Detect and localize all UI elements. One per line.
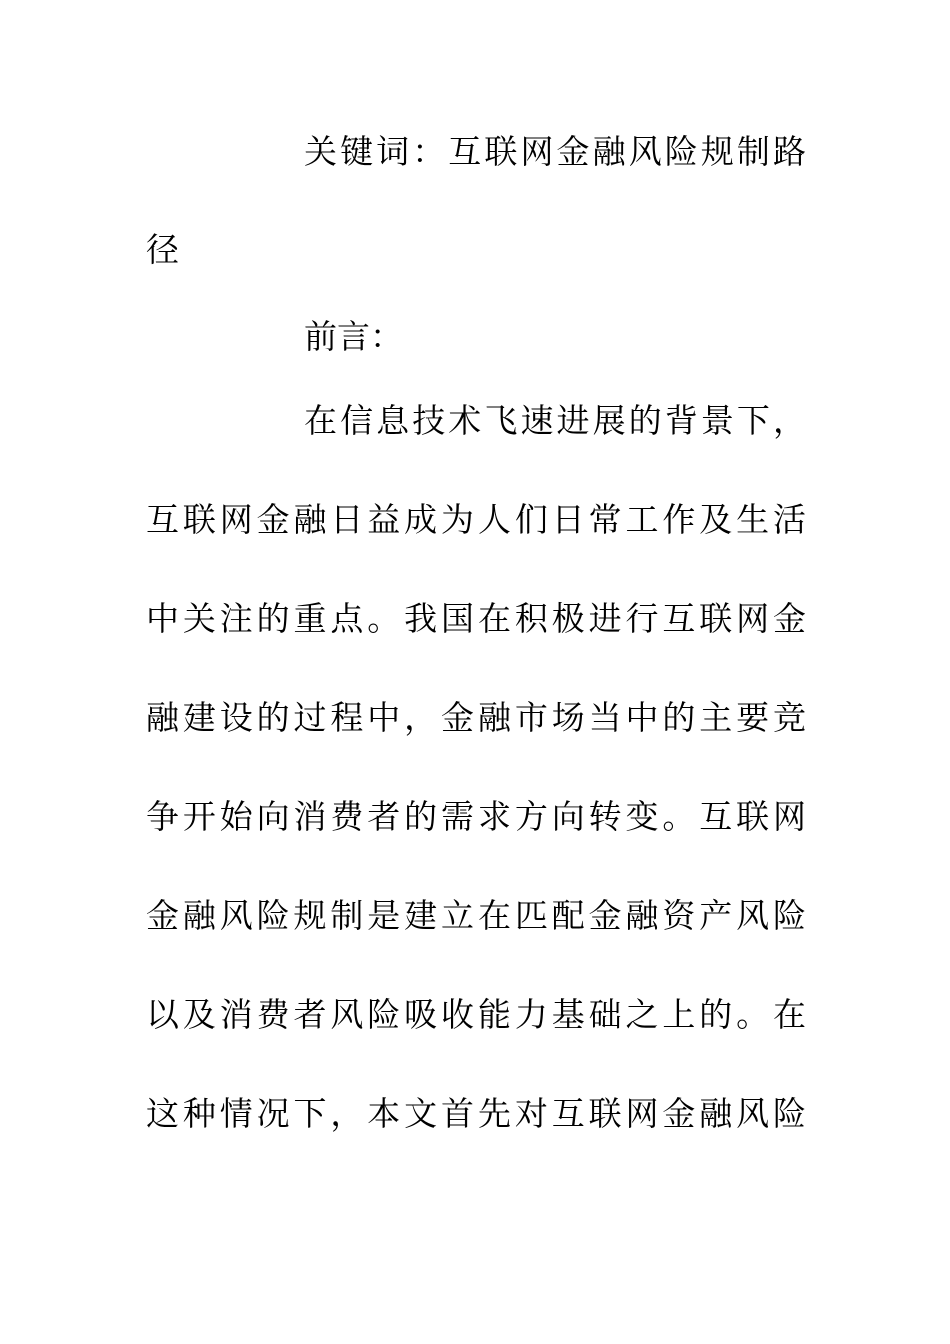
- preface-heading: 前言：: [304, 317, 403, 356]
- paragraph-line-7: 以及消费者风险吸收能力基础之上的。在: [146, 995, 806, 1034]
- paragraph-line-3: 中关注的重点。我国在积极进行互联网金: [146, 599, 806, 638]
- paragraph-line-4: 融建设的过程中，金融市场当中的主要竞: [146, 698, 806, 737]
- paragraph-line-8: 这种情况下，本文首先对互联网金融风险: [146, 1094, 806, 1133]
- keywords-line-2: 径: [146, 230, 179, 269]
- keywords-line-1: 关键词：互联网金融风险规制路: [304, 132, 806, 171]
- paragraph-line-2: 互联网金融日益成为人们日常工作及生活: [146, 500, 806, 539]
- paragraph-line-6: 金融风险规制是建立在匹配金融资产风险: [146, 896, 806, 935]
- paragraph-line-5: 争开始向消费者的需求方向转变。互联网: [146, 797, 806, 836]
- paragraph-line-1: 在信息技术飞速进展的背景下，: [304, 401, 806, 440]
